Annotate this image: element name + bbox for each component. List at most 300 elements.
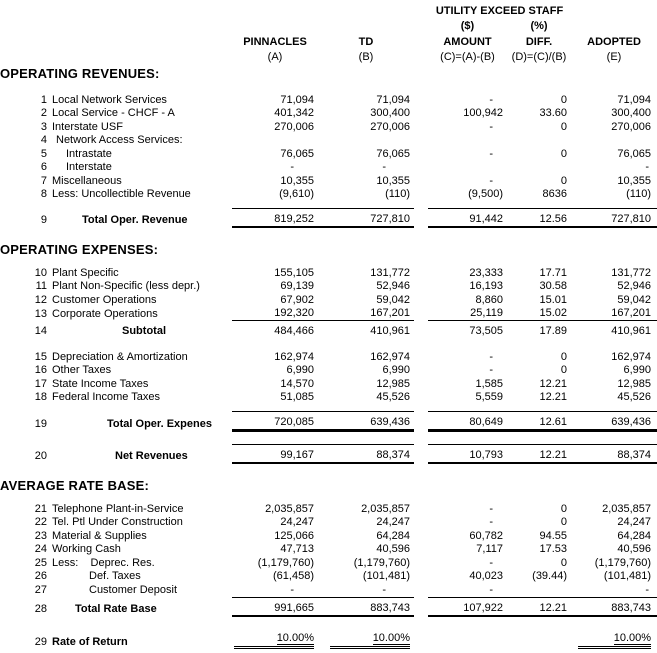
- table-row: [0, 120, 657, 134]
- table-row: [0, 583, 657, 597]
- column-gap: [414, 583, 428, 597]
- table-row: [0, 280, 657, 294]
- spacer-row: [0, 404, 657, 412]
- cell-amount: 7,117: [476, 543, 503, 555]
- section-heading: OPERATING EXPENSES:: [0, 242, 159, 257]
- column-gap: [414, 391, 428, 405]
- column-gap: [414, 543, 428, 557]
- table-row: [0, 629, 657, 649]
- row-label: Local Network Services: [52, 93, 167, 106]
- cell-td: (101,481): [362, 570, 410, 582]
- cell-amount: 8,860: [475, 293, 503, 306]
- cell-td: 883,743: [318, 597, 414, 616]
- table-row: [0, 516, 657, 530]
- table-row: [0, 502, 657, 516]
- section-heading: AVERAGE RATE BASE:: [0, 478, 150, 493]
- cell-adopted: 167,201: [611, 307, 652, 319]
- cell-diff: 12.56: [507, 209, 571, 228]
- cell-td: 167,201: [370, 307, 410, 319]
- cell-diff: 12.21: [539, 391, 568, 403]
- row-number: 21: [34, 502, 47, 515]
- column-gap: [414, 280, 428, 294]
- table-row: [0, 209, 657, 228]
- table-row: [0, 266, 657, 280]
- cell-diff: 0: [560, 350, 568, 363]
- row-label: Network Access Services:: [56, 134, 183, 146]
- row-number: 11: [35, 280, 47, 292]
- column-gap: [414, 147, 428, 161]
- row-label: Local Service - CHCF - A: [52, 107, 175, 119]
- cell-pinnacles: 819,252: [232, 209, 318, 228]
- column-header-pinnacles: PINNACLES: [243, 36, 307, 48]
- spacer-cell: [0, 3, 428, 18]
- cell-pinnacles: [232, 629, 318, 649]
- column-gap: [414, 134, 428, 148]
- column-subheader: (C)=(A)-(B): [440, 51, 495, 63]
- cell-diff: 17.71: [539, 266, 568, 279]
- spacer-row: [0, 227, 657, 240]
- cell-amount: 25,119: [470, 307, 503, 319]
- row-label: Rate of Return: [52, 635, 128, 648]
- cell-adopted: -: [645, 583, 650, 596]
- column-gap: [414, 556, 428, 570]
- section-heading-row: [0, 240, 657, 257]
- spacer-row: [0, 616, 657, 629]
- cell-adopted: 40,596: [617, 543, 652, 555]
- cell-pinnacles: 192,320: [274, 307, 314, 319]
- cell-amount: [428, 134, 507, 148]
- cell-adopted: 88,374: [571, 445, 657, 464]
- cell-diff: [507, 161, 571, 175]
- row-number: 27: [34, 584, 47, 596]
- row-label: Total Oper. Revenue: [82, 214, 188, 226]
- spacer-cell: [0, 257, 657, 266]
- cell-td: [318, 629, 414, 649]
- unit-dollar: ($): [460, 20, 475, 32]
- row-number: 4: [40, 134, 47, 146]
- spacer-cell: [0, 431, 657, 445]
- column-subheader: (A): [267, 51, 283, 63]
- cell-diff: 0: [560, 556, 568, 569]
- cell-amount: (9,500): [468, 188, 503, 200]
- header-labels-row: [0, 33, 657, 49]
- cell-diff: 0: [560, 120, 568, 133]
- group-heading: UTILITY EXCEED STAFF: [435, 5, 564, 17]
- cell-amount: -: [489, 364, 493, 376]
- table-row: [0, 377, 657, 391]
- column-subheader: (B): [358, 51, 374, 63]
- cell-td: 300,400: [370, 107, 410, 119]
- column-gap: [414, 377, 428, 391]
- cell-pinnacles: 47,713: [280, 543, 314, 555]
- table-row: [0, 412, 657, 431]
- column-gap: [414, 321, 428, 339]
- cell-pinnacles: [232, 134, 318, 148]
- cell-pinnacles: 720,085: [232, 412, 318, 431]
- cell-amount: 23,333: [469, 266, 503, 279]
- double-rule: [578, 632, 651, 649]
- cell-td: [318, 134, 414, 148]
- row-label: Def. Taxes: [89, 570, 141, 582]
- row-label: Subtotal: [122, 325, 166, 337]
- row-label: Plant Non-Specific (less depr.): [52, 280, 200, 292]
- cell-td: 131,772: [370, 266, 410, 279]
- cell-adopted: 76,065: [617, 147, 652, 160]
- cell-adopted: 64,284: [617, 529, 652, 542]
- cell-amount: 40,023: [469, 570, 503, 582]
- unit-percent: (%): [530, 20, 548, 32]
- row-number: 26: [34, 570, 47, 582]
- row-number: 15: [34, 350, 47, 363]
- row-label: Plant Specific: [52, 266, 119, 279]
- table-row: [0, 93, 657, 107]
- cell-diff: 15.01: [539, 293, 568, 306]
- cell-diff: 0: [560, 174, 568, 187]
- cell-amount: -: [489, 556, 493, 569]
- row-label: Less: Deprec. Res.: [52, 556, 155, 569]
- cell-diff: 12.21: [507, 597, 571, 616]
- cell-td: 727,810: [318, 209, 414, 228]
- cell-td: 24,247: [376, 516, 410, 528]
- row-number: 29: [34, 635, 47, 648]
- table-row: [0, 307, 657, 321]
- column-gap: [414, 529, 428, 543]
- cell-amount: -: [489, 120, 493, 133]
- section-heading-row: [0, 64, 657, 81]
- header-units-row: [0, 18, 657, 33]
- cell-pinnacles: 24,247: [280, 516, 314, 528]
- row-label: Federal Income Taxes: [52, 391, 161, 403]
- table-row: [0, 107, 657, 121]
- row-number: 10: [34, 266, 47, 279]
- table-row: [0, 529, 657, 543]
- header-subs-row: [0, 49, 657, 64]
- cell-adopted: 6,990: [623, 364, 652, 376]
- row-number: 25: [34, 556, 47, 569]
- cell-amount: -: [489, 516, 493, 528]
- column-subheader: (E): [606, 51, 622, 63]
- row-label: Intrastate: [66, 147, 112, 160]
- row-number: 8: [40, 188, 47, 200]
- cell-diff: 0: [560, 147, 568, 160]
- spacer-cell: [0, 338, 657, 350]
- cell-amount: 16,193: [469, 280, 503, 292]
- cell-pinnacles: 69,139: [280, 280, 314, 292]
- row-label: Less: Uncollectible Revenue: [52, 188, 191, 200]
- cell-adopted: 639,436: [571, 412, 657, 431]
- cell-amount: 5,559: [475, 391, 503, 403]
- cell-adopted: 727,810: [571, 209, 657, 228]
- cell-pinnacles: 155,105: [274, 266, 314, 279]
- cell-pinnacles: 270,006: [274, 120, 314, 133]
- report-table-body: [0, 3, 657, 649]
- column-gap: [414, 33, 428, 49]
- cell-adopted: [571, 629, 657, 649]
- cell-amount: [428, 629, 507, 649]
- cell-td: 76,065: [376, 147, 410, 160]
- row-label: Telephone Plant-in-Service: [52, 502, 184, 515]
- table-row: [0, 570, 657, 584]
- row-number: 7: [40, 174, 47, 187]
- row-number: 5: [40, 147, 47, 160]
- row-number: 13: [34, 307, 47, 320]
- spacer-cell: [0, 81, 657, 93]
- cell-diff: 0: [560, 93, 568, 106]
- spacer-row: [0, 257, 657, 266]
- cell-amount: 1,585: [475, 377, 503, 390]
- cell-amount: 73,505: [428, 321, 507, 339]
- cell-td: 6,990: [382, 364, 410, 376]
- table-row: [0, 597, 657, 616]
- cell-diff: [507, 629, 571, 649]
- cell-pinnacles: (61,458): [273, 570, 314, 582]
- cell-pinnacles: (9,610): [279, 188, 314, 200]
- table-row: [0, 391, 657, 405]
- cell-adopted: (110): [626, 188, 652, 200]
- underlined-value: 10.00%: [372, 631, 410, 644]
- row-label: Customer Operations: [52, 293, 157, 306]
- spacer-cell: [0, 227, 657, 240]
- cell-pinnacles: 162,974: [274, 350, 314, 363]
- spacer-cell: [571, 18, 657, 33]
- row-label: Interstate: [66, 161, 112, 173]
- cell-adopted: 10,355: [617, 174, 652, 187]
- column-header-adopted: ADOPTED: [587, 36, 641, 48]
- cell-pinnacles: 125,066: [274, 529, 314, 542]
- row-number: 18: [34, 391, 47, 403]
- column-gap: [414, 293, 428, 307]
- cell-amount: [428, 161, 507, 175]
- cell-td: 270,006: [370, 120, 410, 133]
- row-number: 6: [40, 161, 47, 173]
- table-row: [0, 364, 657, 378]
- cell-adopted: 131,772: [611, 266, 652, 279]
- cell-adopted: 24,247: [617, 516, 652, 528]
- row-number: 19: [34, 417, 47, 430]
- cell-amount: -: [489, 174, 493, 187]
- spacer-cell: [0, 463, 657, 476]
- cell-diff: 94.55: [539, 529, 568, 542]
- row-label: Depreciation & Amortization: [52, 350, 188, 363]
- cell-td: 639,436: [318, 412, 414, 431]
- spacer-cell: [0, 493, 657, 502]
- cell-diff: 0: [560, 516, 568, 528]
- table-row: [0, 350, 657, 364]
- table-row: [0, 556, 657, 570]
- table-row: [0, 188, 657, 202]
- row-label: Interstate USF: [52, 120, 123, 133]
- cell-pinnacles: 484,466: [232, 321, 318, 339]
- cell-pinnacles: 71,094: [280, 93, 314, 106]
- cell-diff: (39.44): [532, 570, 568, 582]
- cell-td: 45,526: [376, 391, 410, 403]
- table-row: [0, 543, 657, 557]
- cell-amount: 91,442: [428, 209, 507, 228]
- cell-diff: 0: [560, 502, 568, 515]
- cell-adopted: 883,743: [571, 597, 657, 616]
- spacer-row: [0, 463, 657, 476]
- cell-amount: 100,942: [463, 107, 503, 119]
- header-group-row: [0, 3, 657, 18]
- spacer-cell: [0, 616, 657, 629]
- column-gap: [414, 266, 428, 280]
- column-header-td: TD: [358, 36, 374, 48]
- cell-diff: 17.89: [507, 321, 571, 339]
- row-label: Corporate Operations: [52, 307, 158, 320]
- spacer-cell: [0, 18, 428, 33]
- cell-td: -: [382, 583, 386, 596]
- cell-td: 12,985: [376, 377, 410, 390]
- row-number: 22: [34, 516, 47, 528]
- cell-adopted: 12,985: [617, 377, 652, 390]
- cell-adopted: 300,400: [611, 107, 652, 119]
- row-label: Total Oper. Expenes: [107, 417, 212, 430]
- column-gap: [414, 516, 428, 530]
- cell-pinnacles: 67,902: [280, 293, 314, 306]
- cell-adopted: (101,481): [603, 570, 652, 582]
- cell-td: (110): [385, 188, 410, 200]
- cell-diff: 12.61: [507, 412, 571, 431]
- cell-amount: 10,793: [428, 445, 507, 464]
- cell-td: 88,374: [318, 445, 414, 464]
- column-gap: [414, 174, 428, 188]
- row-label: Net Revenues: [115, 450, 188, 462]
- row-number: 12: [34, 293, 47, 306]
- cell-amount: 107,922: [428, 597, 507, 616]
- row-number: 17: [34, 377, 47, 390]
- cell-diff: 33.60: [539, 107, 568, 119]
- cell-amount: -: [489, 350, 493, 363]
- cell-td: 2,035,857: [361, 502, 410, 515]
- row-number: 23: [34, 529, 47, 542]
- spacer-cell: [571, 3, 657, 18]
- cell-amount: -: [489, 583, 493, 596]
- cell-adopted: 270,006: [611, 120, 652, 133]
- row-label: Miscellaneous: [52, 174, 122, 187]
- table-row: [0, 321, 657, 339]
- table-row: [0, 293, 657, 307]
- row-number: 16: [34, 364, 47, 376]
- cell-adopted: 410,961: [571, 321, 657, 339]
- cell-pinnacles: 76,065: [280, 147, 314, 160]
- cell-amount: -: [489, 93, 493, 106]
- cell-amount: -: [489, 147, 493, 160]
- row-number: 20: [34, 450, 47, 462]
- cell-adopted: 2,035,857: [602, 502, 652, 515]
- table-row: [0, 161, 657, 175]
- cell-td: 162,974: [370, 350, 410, 363]
- table-row: [0, 134, 657, 148]
- column-gap: [414, 120, 428, 134]
- cell-adopted: 45,526: [617, 391, 652, 403]
- cell-pinnacles: 401,342: [274, 107, 314, 119]
- cell-amount: 60,782: [469, 529, 503, 542]
- cell-adopted: [571, 134, 657, 148]
- column-header-diff: DIFF.: [525, 36, 553, 48]
- cell-td: 410,961: [318, 321, 414, 339]
- report-table: [0, 3, 657, 649]
- column-gap: [414, 445, 428, 464]
- cell-td: (1,179,760): [353, 556, 410, 569]
- spacer-cell: [0, 49, 232, 64]
- spacer-cell: [0, 201, 657, 209]
- spacer-row: [0, 201, 657, 209]
- cell-td: -: [382, 161, 386, 173]
- cell-diff: 15.02: [539, 307, 568, 319]
- double-rule: [234, 632, 314, 649]
- row-label: Working Cash: [52, 543, 121, 555]
- spacer-row: [0, 338, 657, 350]
- row-label: Other Taxes: [52, 364, 112, 376]
- underlined-value: 10.00%: [276, 631, 314, 644]
- table-row: [0, 174, 657, 188]
- row-number: 14: [34, 325, 47, 337]
- cell-pinnacles: 14,570: [280, 377, 314, 390]
- cell-td: 71,094: [376, 93, 410, 106]
- cell-diff: 30.58: [539, 280, 568, 292]
- column-header-amount: AMOUNT: [443, 36, 492, 48]
- column-gap: [414, 209, 428, 228]
- cell-adopted: (1,179,760): [594, 556, 652, 569]
- cell-pinnacles: 991,665: [232, 597, 318, 616]
- cell-diff: 8636: [542, 188, 568, 200]
- cell-adopted: 71,094: [617, 93, 652, 106]
- column-gap: [414, 350, 428, 364]
- column-gap: [414, 307, 428, 321]
- row-number: 28: [34, 602, 47, 615]
- double-rule: [330, 632, 410, 649]
- row-number: 9: [40, 214, 47, 226]
- column-gap: [414, 188, 428, 202]
- cell-diff: [507, 134, 571, 148]
- section-heading-row: [0, 476, 657, 493]
- spacer-row: [0, 493, 657, 502]
- cell-td: 40,596: [376, 543, 410, 555]
- cell-diff: [507, 583, 571, 597]
- row-number: 1: [40, 93, 47, 106]
- cell-pinnacles: 2,035,857: [265, 502, 314, 515]
- spacer-cell: [0, 33, 232, 49]
- cell-amount: 80,649: [428, 412, 507, 431]
- cell-td: 52,946: [376, 280, 410, 292]
- cell-pinnacles: -: [290, 161, 294, 173]
- cell-diff: 17.53: [539, 543, 568, 555]
- cell-pinnacles: 6,990: [286, 364, 314, 376]
- row-label: Total Rate Base: [75, 602, 157, 615]
- column-gap: [414, 107, 428, 121]
- column-gap: [414, 93, 428, 107]
- spacer-row: [0, 431, 657, 445]
- cell-adopted: 52,946: [617, 280, 652, 292]
- column-gap: [414, 570, 428, 584]
- row-number: 3: [40, 120, 47, 133]
- row-label: Material & Supplies: [52, 529, 147, 542]
- row-number: 24: [34, 543, 47, 555]
- column-gap: [414, 49, 428, 64]
- cell-pinnacles: 99,167: [232, 445, 318, 464]
- cell-diff: 12.21: [539, 377, 568, 390]
- table-row: [0, 445, 657, 464]
- cell-pinnacles: -: [290, 583, 294, 596]
- row-number: 2: [40, 107, 47, 119]
- column-gap: [414, 364, 428, 378]
- cell-pinnacles: (1,179,760): [257, 556, 314, 569]
- cell-pinnacles: 51,085: [280, 391, 314, 403]
- cell-pinnacles: 10,355: [280, 174, 314, 187]
- row-label: Customer Deposit: [89, 584, 178, 596]
- column-subheader: (D)=(C)/(B): [511, 51, 567, 63]
- section-heading: OPERATING REVENUES:: [0, 66, 160, 81]
